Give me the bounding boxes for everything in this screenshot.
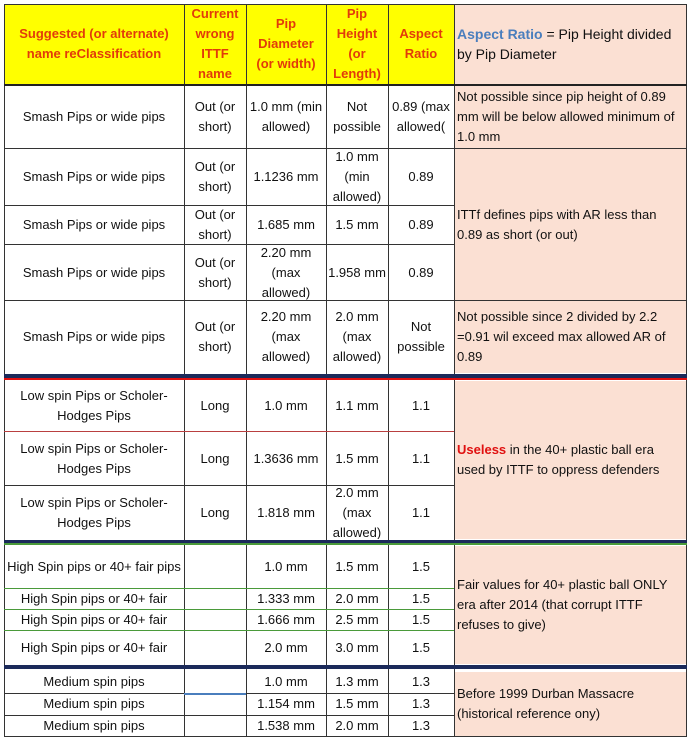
row-5-name: Low spin Pips or Scholer-Hodges Pips — [20, 388, 168, 423]
row-8-diameter: 1.0 mm — [264, 559, 308, 574]
row-12-height: 1.3 mm — [335, 674, 379, 689]
note-fair-values: Fair values for 40+ plastic ball ONLY era after 2014 (that corrupt ITTF refuses to give) — [454, 546, 687, 664]
header-aspect-ratio: Aspect Ratio — [388, 4, 454, 84]
row-11-ittf — [184, 631, 246, 664]
row-12-name: Medium spin pips — [43, 674, 145, 689]
row-13-diameter: 1.154 mm — [257, 696, 315, 711]
row-6-name: Low spin Pips or Scholer-Hodges Pips — [20, 440, 168, 476]
row-2-diameter: 1.685 mm — [257, 217, 315, 232]
note-not-possible-ar: Not possible since 2 divided by 2.2 =0.91 wil exceed max allowed AR of 0.89 — [454, 301, 687, 373]
row-5-diameter: 1.0 mm — [264, 398, 308, 413]
row-3-ittf: Out (or short) — [194, 254, 236, 290]
row-7-height: 2.0 mm (max allowed) — [332, 486, 382, 539]
row-9-ittf — [184, 589, 246, 609]
pip-table — [4, 4, 687, 740]
separator-navy-3 — [4, 665, 687, 669]
row-4-aspect: Not possible — [397, 319, 445, 354]
row-3-name: Smash Pips or wide pips — [22, 264, 166, 280]
row-4-diameter: 2.20 mm (max allowed) — [260, 309, 312, 364]
row-11-height: 3.0 mm — [335, 639, 379, 655]
row-11-name: High Spin pips or 40+ fair — [20, 639, 168, 655]
separator-red — [4, 378, 687, 380]
note-not-possible-height: Not possible since pip height of 0.89 mm will be below allowed minimum of 1.0 mm — [454, 86, 687, 148]
row-8-ittf — [184, 546, 246, 588]
useless-highlight: Useless — [457, 442, 507, 457]
row-3-height: 1.958 mm — [328, 264, 386, 280]
row-8-aspect: 1.5 — [411, 559, 431, 574]
row-6-ittf: Long — [200, 450, 230, 466]
separator-blue-accent — [184, 693, 246, 695]
row-9-name: High Spin pips or 40+ fair — [20, 591, 168, 606]
row-3-aspect: 0.89 — [408, 264, 434, 280]
row-12-diameter: 1.0 mm — [264, 674, 308, 689]
row-5-aspect: 1.1 — [411, 398, 431, 413]
header-aspect-definition: Aspect Ratio = Pip Height divided by Pip Diameter — [454, 4, 687, 84]
row-10-ittf — [184, 610, 246, 630]
row-7-aspect: 1.1 — [411, 504, 431, 520]
row-10-height: 2.5 mm — [335, 612, 379, 627]
row-11-diameter: 2.0 mm — [264, 639, 308, 655]
row-2-ittf: Out (or short) — [194, 207, 236, 242]
row-12-ittf — [184, 672, 246, 692]
row-7-name: Low spin Pips or Scholer-Hodges Pips — [20, 494, 168, 530]
row-0-height: Not possible — [333, 99, 381, 134]
row-8-name: High Spin pips or 40+ fair pips — [7, 559, 181, 574]
header-pip-diameter: Pip Diameter (or width) — [246, 4, 326, 84]
row-1-diameter: 1.1236 mm — [253, 169, 319, 184]
row-1-aspect: 0.89 — [408, 169, 434, 184]
row-13-name: Medium spin pips — [43, 696, 145, 711]
note-ittf-short-definition: ITTf defines pips with AR less than 0.89 as short (or out) — [454, 149, 687, 300]
row-0-diameter: 1.0 mm (min allowed) — [249, 99, 323, 134]
row-10-aspect: 1.5 — [411, 612, 431, 627]
header-suggested-name: Suggested (or alternate) name reClassification — [4, 4, 184, 84]
row-10-diameter: 1.666 mm — [257, 612, 315, 627]
note-historical: Before 1999 Durban Massacre (historical reference ony) — [454, 672, 687, 736]
row-1-ittf: Out (or short) — [194, 159, 236, 194]
row-14-ittf — [184, 716, 246, 736]
aspect-ratio-term: Aspect Ratio — [457, 26, 543, 42]
row-9-height: 2.0 mm — [335, 591, 379, 606]
row-0-name: Smash Pips or wide pips — [22, 109, 166, 124]
row-14-diameter: 1.538 mm — [257, 718, 315, 733]
row-14-name: Medium spin pips — [43, 718, 145, 733]
separator-green — [4, 543, 687, 545]
row-8-height: 1.5 mm — [335, 559, 379, 574]
row-6-diameter: 1.3636 mm — [253, 450, 319, 466]
row-9-diameter: 1.333 mm — [257, 591, 315, 606]
row-14-height: 2.0 mm — [335, 718, 379, 733]
row-13-ittf — [184, 694, 246, 714]
row-7-diameter: 1.818 mm — [257, 504, 315, 520]
row-10-name: High Spin pips or 40+ fair — [20, 612, 168, 627]
row-12-aspect: 1.3 — [411, 674, 431, 689]
row-5-height: 1.1 mm — [335, 398, 379, 413]
row-13-aspect: 1.3 — [411, 696, 431, 711]
row-0-ittf: Out (or short) — [194, 99, 236, 134]
row-0-aspect: 0.89 (max allowed( — [392, 99, 450, 134]
row-6-aspect: 1.1 — [411, 450, 431, 466]
row-2-aspect: 0.89 — [408, 217, 434, 232]
row-2-name: Smash Pips or wide pips — [22, 217, 166, 232]
row-5-ittf: Long — [200, 398, 230, 413]
row-6-height: 1.5 mm — [335, 450, 379, 466]
note-useless-long-pips: Useless in the 40+ plastic ball era used by ITTF to oppress defenders — [454, 381, 687, 539]
row-1-name: Smash Pips or wide pips — [22, 169, 166, 184]
row-4-name: Smash Pips or wide pips — [22, 329, 166, 344]
row-2-height: 1.5 mm — [335, 217, 379, 232]
row-13-height: 1.5 mm — [335, 696, 379, 711]
header-pip-height: Pip Height (or Length) — [326, 4, 388, 84]
header-ittf-name: Current wrong ITTF name — [184, 4, 246, 84]
row-4-height: 2.0 mm (max allowed) — [332, 309, 382, 364]
row-7-ittf: Long — [200, 504, 230, 520]
row-1-height: 1.0 mm (min allowed) — [332, 149, 382, 204]
row-14-aspect: 1.3 — [411, 718, 431, 733]
row-9-aspect: 1.5 — [411, 591, 431, 606]
row-4-ittf: Out (or short) — [194, 319, 236, 354]
row-11-aspect: 1.5 — [411, 639, 431, 655]
row-3-diameter: 2.20 mm (max allowed) — [260, 245, 312, 300]
